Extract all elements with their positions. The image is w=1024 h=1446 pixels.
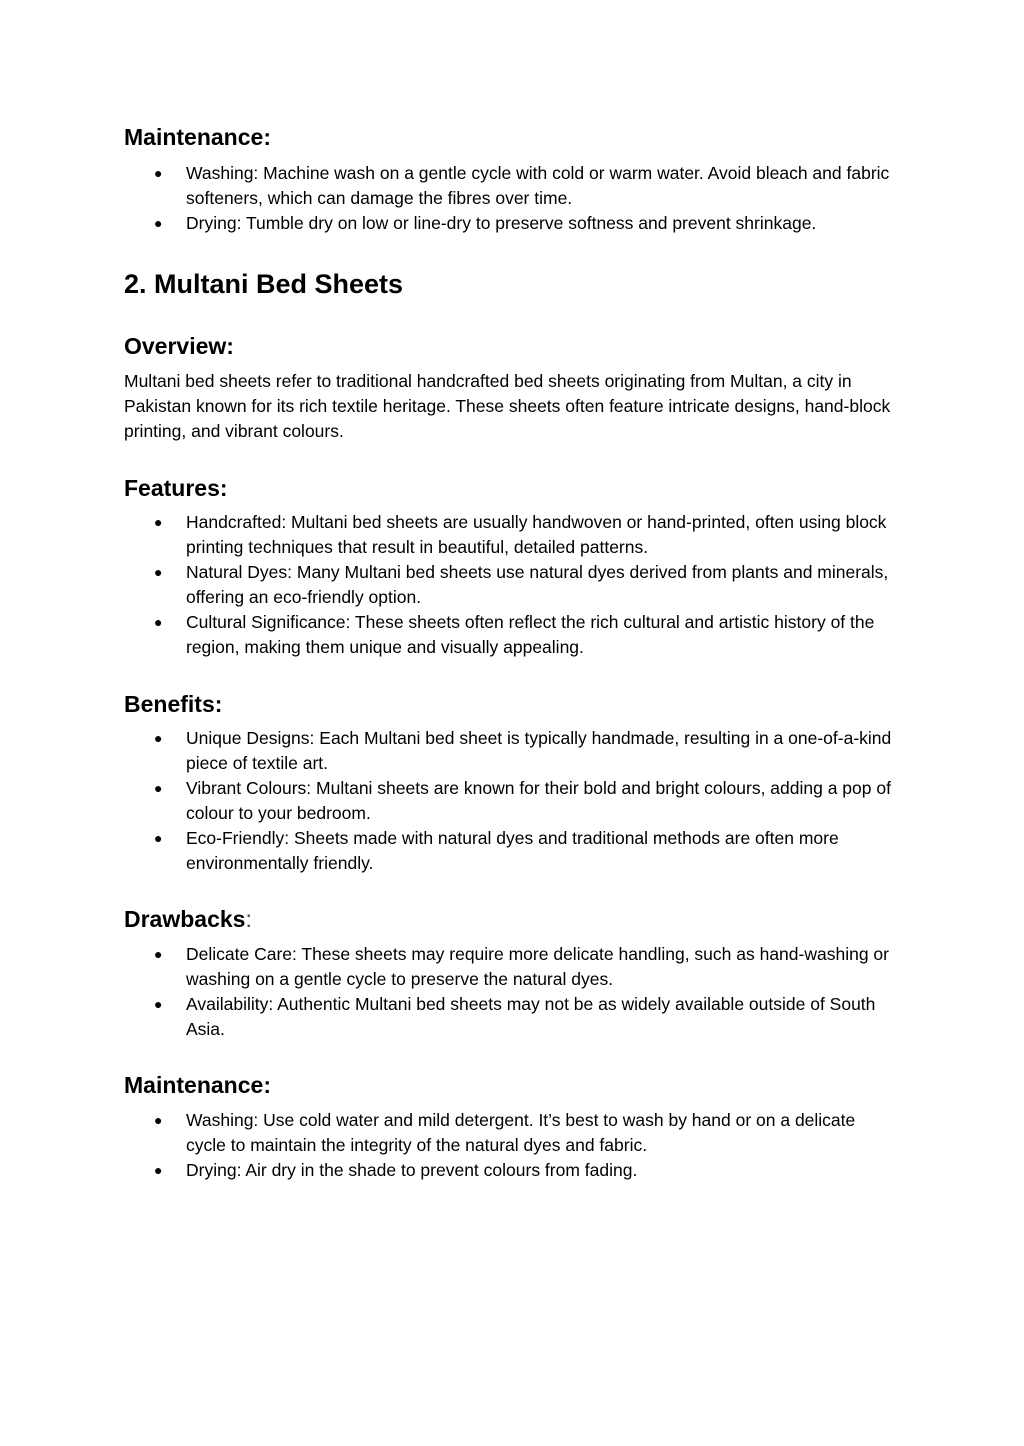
bullet-icon: ● (154, 1162, 163, 1178)
drawbacks-section (124, 905, 904, 933)
bullet-icon: ● (154, 215, 163, 231)
overview-section (124, 332, 904, 360)
bullet-icon: ● (154, 514, 163, 530)
maintenance-list-1 (124, 161, 904, 236)
overview-text: Multani bed sheets refer to traditional handcrafted bed sheets originating from Multan, a city in Pakistan known for its rich textile heritage. These sheets often feature intricate designs, hand-block printing, and vibrant colours. (124, 371, 891, 441)
list-item: ● Drying: Tumble dry on low or line-dry to preserve softness and prevent shrinkage. (124, 211, 898, 236)
drawbacks-heading: Drawbacks: (124, 906, 252, 932)
overview-paragraph (124, 369, 904, 444)
list-item: ● Drying: Air dry in the shade to prevent colours from fading. (124, 1158, 898, 1183)
bullet-icon: ● (154, 614, 163, 630)
benefits-heading: Benefits: (124, 691, 223, 717)
bullet-icon: ● (154, 165, 163, 181)
list-item: ● Cultural Significance: These sheets often reflect the rich cultural and artistic history of the region, making them unique and visually appealing. (154, 612, 875, 657)
bullet-icon: ● (154, 946, 163, 962)
bullet-icon: ● (154, 830, 163, 846)
list-item: ● Natural Dyes: Many Multani bed sheets use natural dyes derived from plants and minerals, offering an eco-friendly option. (154, 562, 889, 607)
section-title-2 (124, 268, 904, 300)
list-item: ● Availability: Authentic Multani bed sheets may not be as widely available outside of South Asia. (154, 994, 876, 1039)
drawbacks-list (124, 942, 904, 1042)
list-item: ● Washing: Use cold water and mild detergent. It’s best to wash by hand or on a delicate cycle to maintain the integrity of the natural dyes and fabric. (154, 1110, 856, 1155)
maintenance-heading-1: Maintenance: (124, 124, 271, 150)
bullet-icon: ● (154, 996, 163, 1012)
maintenance-section-2 (124, 1071, 904, 1099)
bullet-icon: ● (154, 564, 163, 580)
maintenance-list-2 (124, 1108, 904, 1183)
bullet-icon: ● (154, 780, 163, 796)
maintenance-section-1 (124, 123, 904, 151)
list-item: ● Washing: Machine wash on a gentle cycle with cold or warm water. Avoid bleach and fabric softeners, which can damage the fibres over time. (154, 163, 890, 208)
maintenance-heading-2: Maintenance: (124, 1072, 271, 1098)
features-heading: Features: (124, 475, 228, 501)
features-list (124, 510, 904, 660)
list-item: ● Unique Designs: Each Multani bed sheet is typically handmade, resulting in a one-of-a-kind piece of textile art. (154, 728, 892, 773)
list-item: ● Eco-Friendly: Sheets made with natural dyes and traditional methods are often more environmentally friendly. (154, 828, 839, 873)
benefits-section (124, 690, 904, 718)
benefits-list (124, 726, 904, 876)
list-item: ● Vibrant Colours: Multani sheets are known for their bold and bright colours, adding a pop of colour to your bedroom. (154, 778, 891, 823)
list-item: ● Handcrafted: Multani bed sheets are usually handwoven or hand-printed, often using block printing techniques that result in beautiful, detailed patterns. (154, 512, 887, 557)
list-item: ● Delicate Care: These sheets may require more delicate handling, such as hand-washing or washing on a gentle cycle to preserve the natural dyes. (154, 944, 889, 989)
overview-heading: Overview: (124, 333, 234, 359)
bullet-icon: ● (154, 730, 163, 746)
page-title: 2. Multani Bed Sheets (124, 269, 404, 299)
bullet-icon: ● (154, 1112, 163, 1128)
features-section (124, 474, 904, 502)
